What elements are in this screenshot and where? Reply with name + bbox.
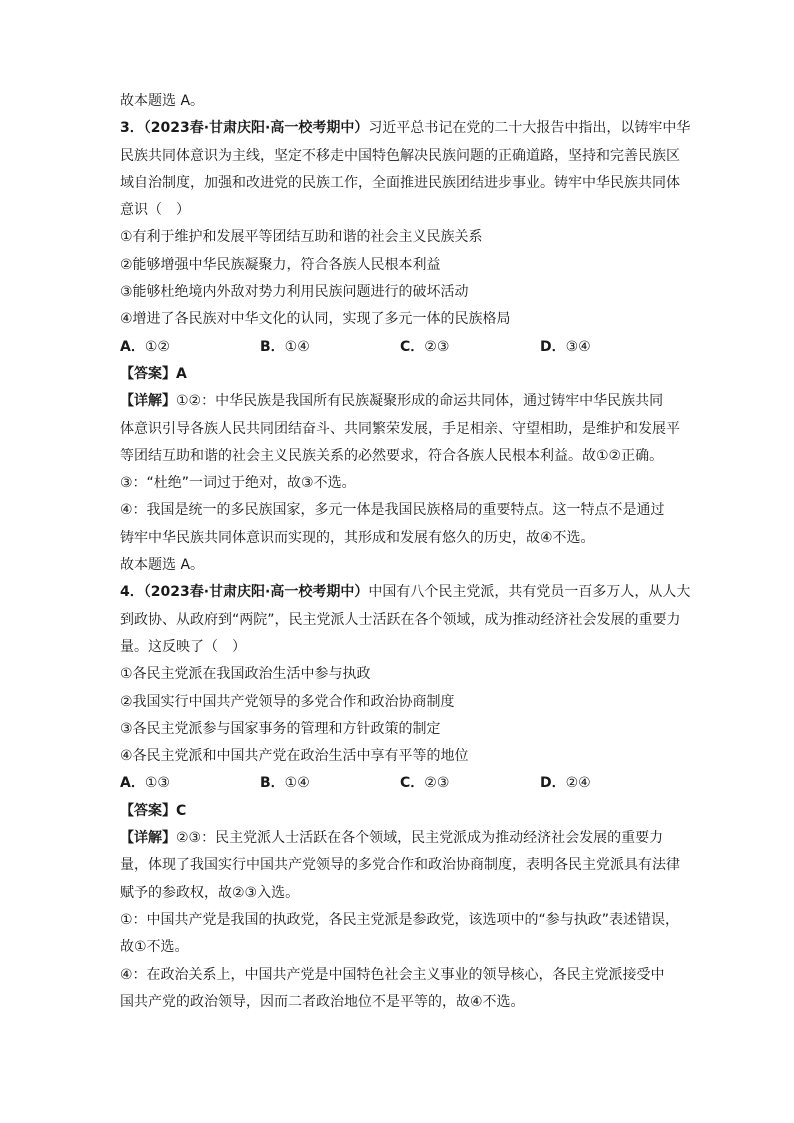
option-d: D．③④ [540, 338, 591, 355]
options-row [120, 334, 690, 361]
answer-line [120, 798, 690, 825]
statement-1: ①有利于维护和发展平等团结互助和谐的社会主义民族关系 [120, 229, 483, 246]
answer-value: C [176, 802, 187, 819]
question-4-line: 量。这反映了（ ） [120, 638, 246, 655]
options-row [120, 770, 690, 797]
conclusion-line: 故本题选 A。 [120, 557, 205, 574]
answer-label: 【答案】 [120, 802, 176, 819]
option-c: C．②③ [400, 338, 450, 355]
statement-1: ①各民主党派在我国政治生活中参与执政 [120, 666, 371, 683]
statement-3: ③各民主党派参与国家事务的管理和方针政策的制定 [120, 720, 441, 737]
explanation-line: 【详解】②③：民主党派人士活跃在各个领域，民主党派成为推动经济社会发展的重要力 [120, 830, 664, 847]
explanation-line: 等团结互助和谐的社会主义民族关系的必然要求，符合各族人民根本利益。故①②正确。 [120, 447, 664, 464]
option-b: B．①④ [260, 338, 310, 355]
explanation-line: 量，体现了我国实行中国共产党领导的多党合作和政治协商制度，表明各民主党派具有法律 [120, 857, 680, 874]
explanation-line: ①：中国共产党是我国的执政党，各民主党派是参政党，该选项中的“参与执政”表述错误， [120, 911, 680, 928]
explanation-line: 赋予的参政权，故②③入选。 [120, 884, 300, 901]
statement-2: ②我国实行中国共产党领导的多党合作和政治协商制度 [120, 693, 455, 710]
answer-line [120, 361, 690, 388]
option-a: A．①② [120, 338, 170, 355]
explanation-line: 故①不选。 [120, 939, 189, 956]
question-source: （2023春·甘肃庆阳·高一校考期中） [143, 120, 369, 137]
statement-4: ④各民主党派和中国共产党在政治生活中享有平等的地位 [120, 748, 469, 765]
question-source: （2023春·甘肃庆阳·高一校考期中） [143, 584, 369, 601]
question-3-line: 域自治制度，加强和改进党的民族工作，全面推进民族团结进步事业。铸牢中华民族共同体 [120, 174, 680, 191]
conclusion-line: 故本题选 A。 [120, 93, 205, 109]
answer-value: A [176, 365, 187, 382]
question-4-line: 到政协、从政府到“两院”，民主党派人士活跃在各个领域，成为推动经济社会发展的重要力 [120, 611, 681, 628]
question-text: 习近平总书记在党的二十大报告中指出，以铸牢中华 [368, 120, 691, 137]
explanation-label: 【详解】 [120, 830, 176, 847]
question-number: 4． [120, 584, 144, 601]
option-d: D．②④ [540, 775, 591, 792]
explanation-line: 铸牢中华民族共同体意识而实现的，其形成和发展有悠久的历史，故④不选。 [120, 529, 595, 546]
explanation-line: 【详解】①②：中华民族是我国所有民族凝聚形成的命运共同体，通过铸牢中华民族共同 [120, 393, 664, 410]
explanation-line: ③：“杜绝”一词过于绝对，故③不选。 [120, 475, 356, 492]
statement-3: ③能够杜绝境内外敌对势力利用民族问题进行的破坏活动 [120, 284, 469, 301]
explanation-line: 国共产党的政治领导，因而二者政治地位不是平等的，故④不选。 [120, 993, 525, 1010]
explanation-line: ④：在政治关系上，中国共产党是中国特色社会主义事业的领导核心，各民主党派接受中 [120, 966, 665, 983]
statement-4: ④增进了各民族对中华文化的认同，实现了多元一体的民族格局 [120, 311, 511, 328]
statement-2: ②能够增强中华民族凝聚力，符合各族人民根本利益 [120, 256, 441, 273]
question-3-stem [120, 115, 690, 142]
answer-label: 【答案】 [120, 365, 176, 382]
question-text: 中国有八个民主党派，共有党员一百多万人，从人大 [368, 584, 691, 601]
explanation-line: ④：我国是统一的多民族国家，多元一体是我国民族格局的重要特点。这一特点不是通过 [120, 502, 665, 519]
explanation-line: 体意识引导各族人民共同团结奋斗、共同繁荣发展，手足相亲、守望相助，是维护和发展平 [120, 420, 680, 437]
option-b: B．①④ [260, 775, 310, 792]
explanation-label: 【详解】 [120, 393, 176, 410]
option-c: C．②③ [400, 775, 450, 792]
question-3-line: 意识（ ） [120, 202, 190, 219]
option-a: A．①③ [120, 775, 170, 792]
question-number: 3． [120, 120, 144, 137]
question-4-stem [120, 579, 690, 606]
document-page [120, 88, 690, 1016]
question-3-line: 民族共同体意识为主线，坚定不移走中国特色解决民族问题的正确道路，坚持和完善民族区 [120, 147, 680, 164]
